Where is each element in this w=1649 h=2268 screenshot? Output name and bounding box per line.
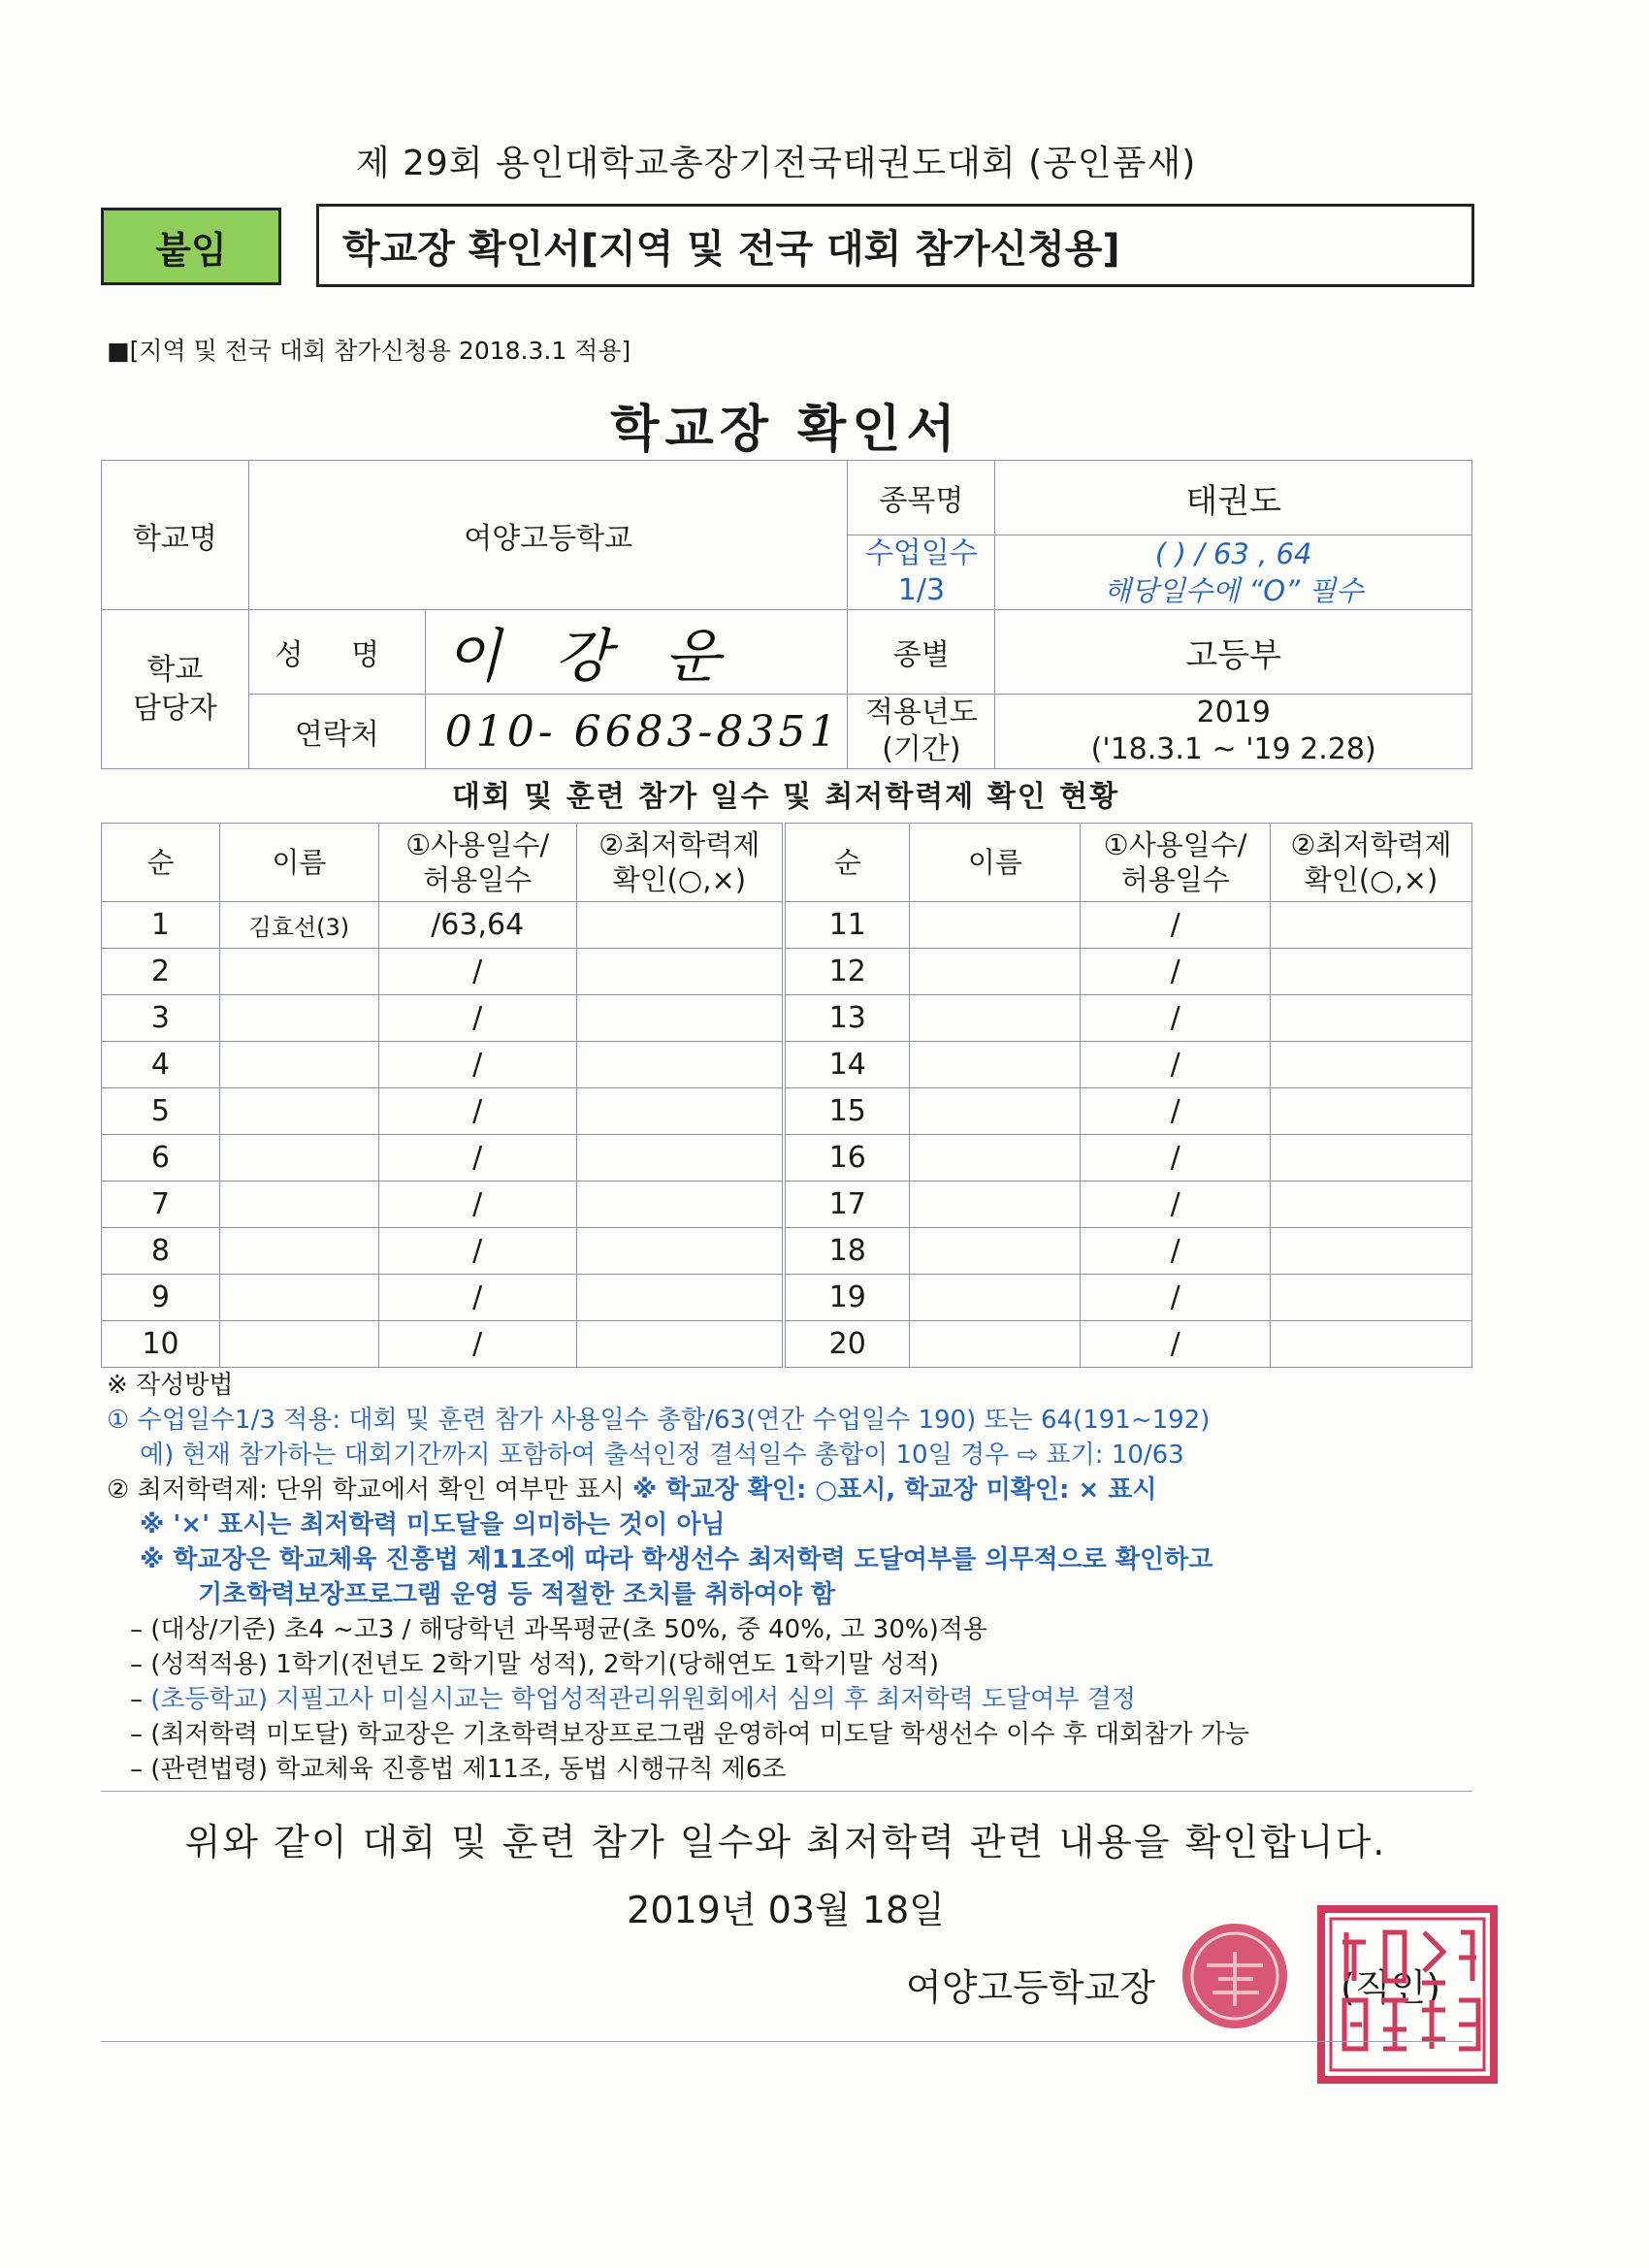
roster-no: 2: [102, 949, 220, 995]
roster-check: [576, 1275, 784, 1321]
roster-check-right: [1271, 902, 1472, 949]
roster-no-right: 19: [784, 1275, 910, 1321]
header-days-right-2: 허용일수: [1120, 863, 1230, 896]
roster-check-right: [1271, 949, 1472, 995]
roster-no: 4: [102, 1042, 220, 1088]
roster-no-right: 16: [784, 1135, 910, 1182]
note-line-9: [107, 1682, 1484, 1717]
divider-bottom: [101, 2041, 1472, 2042]
header-check: [576, 824, 784, 902]
header-days-2: 허용일수: [423, 863, 533, 896]
header-check-right-1: ②최저학력제: [1290, 828, 1452, 861]
note-line-9a: –: [130, 1685, 151, 1714]
roster-name: [219, 1135, 378, 1182]
roster-name-right: [910, 1135, 1081, 1182]
header-no-right: 순: [784, 824, 910, 902]
roster-check-right: [1271, 1321, 1472, 1368]
table-row: [102, 1275, 1472, 1321]
contact-value-handwritten: 010- 6683-8351: [425, 695, 848, 769]
roster-check-right: [1271, 1275, 1472, 1321]
header-name: 이름: [219, 824, 378, 902]
table-row: [102, 1321, 1472, 1368]
year-value: [995, 695, 1472, 769]
note-line-4: ※ '×' 표시는 최저학력 미도달을 의미하는 것이 아님: [140, 1510, 726, 1539]
header-days-right-1: ①사용일수/: [1103, 828, 1247, 861]
roster-no: 9: [102, 1275, 220, 1321]
note-line-8: – (성적적용) 1학기(전년도 2학기말 성적), 2학기(당해연도 1학기말 성적): [130, 1650, 940, 1679]
roster-no-right: 12: [784, 949, 910, 995]
document-title-box: 학교장 확인서[지역 및 전국 대회 참가신청용]: [316, 204, 1474, 287]
table-row: [102, 902, 1472, 949]
roster-check-right: [1271, 1182, 1472, 1228]
header-check-right-2: 확인(○,×): [1304, 863, 1439, 896]
table-row: [102, 1228, 1472, 1275]
table-row: [102, 1182, 1472, 1228]
roster-no: 10: [102, 1321, 220, 1368]
note-line-1: ① 수업일수1/3 적용: 대회 및 훈련 참가 사용일수 총합/63(연간 수업일수 190) 또는 64(191~192): [107, 1406, 1211, 1435]
roster-name-right: [910, 1042, 1081, 1088]
roster-check: [576, 949, 784, 995]
roster-name-right: [910, 1228, 1081, 1275]
roster-table: [101, 823, 1472, 1368]
principal-name: 여양고등학교장: [906, 1966, 1155, 2009]
header-days-1: ①사용일수/: [405, 828, 550, 861]
roster-days-right: /: [1081, 1088, 1271, 1135]
year-label-2: (기간): [882, 732, 961, 766]
attachment-badge: 붙임: [101, 208, 281, 285]
event-label: 종목명: [848, 461, 995, 535]
roster-check: [576, 902, 784, 949]
class-days-label-1: 수업일수: [864, 536, 978, 570]
roster-days-right: /: [1081, 949, 1271, 995]
class-days-value-2: 해당일수에 “O” 필수: [1103, 574, 1364, 607]
roster-check: [576, 1135, 784, 1182]
roster-name: [219, 1042, 378, 1088]
note-line-7: – (대상/기준) 초4 ~고3 / 해당학년 과목평균(초 50%, 중 40%, 고 30%)적용: [130, 1615, 987, 1644]
contact-label: 연락처: [248, 695, 425, 769]
roster-no: 6: [102, 1135, 220, 1182]
roster-check-right: [1271, 1042, 1472, 1088]
roster-name: [219, 1321, 378, 1368]
roster-no: 8: [102, 1228, 220, 1275]
roster-check: [576, 1088, 784, 1135]
roster-no: 5: [102, 1088, 220, 1135]
division-label: 종별: [848, 610, 995, 695]
roster-days-right: /: [1081, 1135, 1271, 1182]
roster-days: /: [378, 1275, 576, 1321]
divider-top: [101, 1791, 1472, 1792]
roster-no-right: 20: [784, 1321, 910, 1368]
header-days: [378, 824, 576, 902]
section-title: 대회 및 훈련 참가 일수 및 최저학력제 확인 현황: [451, 780, 1120, 814]
roster-no: 7: [102, 1182, 220, 1228]
roster-no-right: 18: [784, 1228, 910, 1275]
roster-check: [576, 1228, 784, 1275]
roster-name-right: [910, 1088, 1081, 1135]
roster-days-right: /: [1081, 1321, 1271, 1368]
note-line-3a: ② 최저학력제: 단위 학교에서 확인 여부만 표시: [107, 1475, 625, 1505]
header-no: 순: [102, 824, 220, 902]
roster-check: [576, 1042, 784, 1088]
roster-no: 1: [102, 902, 220, 949]
manager-label-1: 학교: [146, 652, 204, 687]
roster-days: /: [378, 1135, 576, 1182]
note-line-11: – (관련법령) 학교체육 진흥법 제11조, 동법 시행규칙 제6조: [130, 1755, 787, 1784]
roster-no-right: 15: [784, 1088, 910, 1135]
roster-check-right: [1271, 1088, 1472, 1135]
roster-name: [219, 1088, 378, 1135]
roster-name: [219, 995, 378, 1042]
header-days-right: [1081, 824, 1271, 902]
roster-days-right: /: [1081, 902, 1271, 949]
event-title: 제 29회 용인대학교총장기전국태권도대회 (공인품새): [355, 144, 1197, 183]
note-line-5: ※ 학교장은 학교체육 진흥법 제11조에 따라 학생선수 최저학력 도달여부를 의무적으로 확인하고: [140, 1545, 1213, 1574]
table-row: [102, 995, 1472, 1042]
form-title: 학교장 확인서: [610, 401, 961, 459]
instructions: [107, 1368, 1484, 1787]
roster-check: [576, 1182, 784, 1228]
roster-days-right: /: [1081, 1182, 1271, 1228]
name-value-handwritten: 이 강 운: [425, 610, 848, 695]
roster-check-right: [1271, 995, 1472, 1042]
roster-name-right: [910, 995, 1081, 1042]
year-value-1: 2019: [1196, 696, 1271, 729]
header-name-right: 이름: [910, 824, 1081, 902]
roster-days: /: [378, 1321, 576, 1368]
roster-days: /: [378, 1088, 576, 1135]
table-row: [102, 1042, 1472, 1088]
roster-check-right: [1271, 1228, 1472, 1275]
header-check-1: ②최저학력제: [598, 828, 760, 861]
roster-name: 김효선(3): [219, 902, 378, 949]
roster-days: /63,64: [378, 902, 576, 949]
note-line-9b: (초등학교) 지필고사 미실시교는 학업성적관리위원회에서 심의 후 최저학력 도달여부 결정: [150, 1685, 1136, 1714]
roster-name-right: [910, 1182, 1081, 1228]
roster-no-right: 11: [784, 902, 910, 949]
school-value: 여양고등학교: [248, 461, 848, 610]
info-table: [101, 460, 1472, 769]
square-seal-icon: [1315, 1903, 1500, 2086]
roster-days-right: /: [1081, 1275, 1271, 1321]
roster-no-right: 14: [784, 1042, 910, 1088]
header-check-right: [1271, 824, 1472, 902]
roster-check: [576, 995, 784, 1042]
notes-heading: ※ 작성방법: [107, 1371, 234, 1400]
year-value-2: ('18.3.1 ~ '19 2.28): [1090, 732, 1376, 766]
year-label: [848, 695, 995, 769]
round-seal-icon: [1178, 1919, 1292, 2033]
roster-name-right: [910, 902, 1081, 949]
roster-days: /: [378, 1042, 576, 1088]
note-line-3: [107, 1473, 1484, 1507]
roster-check: [576, 1321, 784, 1368]
division-value: 고등부: [995, 610, 1472, 695]
class-days-value: [995, 535, 1472, 610]
note-line-10: – (최저학력 미도달) 학교장은 기초학력보장프로그램 운영하여 미도달 학생선수 이수 후 대회참가 가능: [130, 1720, 1249, 1749]
confirmation-date: 2019년 03월 18일: [627, 1889, 945, 1931]
manager-label: [102, 610, 249, 769]
header-check-2: 확인(○,×): [612, 863, 747, 896]
table-row: [102, 1135, 1472, 1182]
roster-check-right: [1271, 1135, 1472, 1182]
roster-days-right: /: [1081, 995, 1271, 1042]
roster-header-row: [102, 824, 1472, 902]
manager-label-2: 담당자: [132, 691, 217, 726]
name-label: 성 명: [248, 610, 425, 695]
apply-note: ■[지역 및 전국 대회 참가신청용 2018.3.1 적용]: [107, 337, 631, 365]
confirmation-statement: 위와 같이 대회 및 훈련 참가 일수와 최저학력 관련 내용을 확인합니다.: [184, 1821, 1387, 1863]
table-row: [102, 1088, 1472, 1135]
roster-days: /: [378, 1182, 576, 1228]
roster-name-right: [910, 1321, 1081, 1368]
roster-days: /: [378, 949, 576, 995]
seal-label: (직인): [1341, 1966, 1441, 2009]
roster-days: /: [378, 995, 576, 1042]
roster-no-right: 13: [784, 995, 910, 1042]
class-days-label: [848, 535, 995, 610]
roster-no-right: 17: [784, 1182, 910, 1228]
roster-days: /: [378, 1228, 576, 1275]
class-days-label-2: 1/3: [897, 573, 946, 607]
roster-name: [219, 1275, 378, 1321]
note-line-3b: ※ 학교장 확인: ○표시, 학교장 미확인: × 표시: [632, 1475, 1157, 1505]
roster-days-right: /: [1081, 1228, 1271, 1275]
school-label: 학교명: [102, 461, 249, 610]
roster-name: [219, 1228, 378, 1275]
note-line-6: 기초학력보장프로그램 운영 등 적절한 조치를 취하여야 함: [198, 1580, 836, 1609]
event-value: 태권도: [995, 461, 1472, 535]
table-row: [102, 949, 1472, 995]
roster-name: [219, 1182, 378, 1228]
class-days-value-1: ( ) / 63 , 64: [1154, 537, 1312, 570]
year-label-1: 적용년도: [864, 696, 978, 729]
roster-name: [219, 949, 378, 995]
roster-name-right: [910, 1275, 1081, 1321]
roster-name-right: [910, 949, 1081, 995]
note-line-2: 예) 현재 참가하는 대회기간까지 포함하여 출석인정 결석일수 총합이 10일 경우 ⇨ 표기: 10/63: [140, 1441, 1184, 1470]
roster-no: 3: [102, 995, 220, 1042]
roster-days-right: /: [1081, 1042, 1271, 1088]
